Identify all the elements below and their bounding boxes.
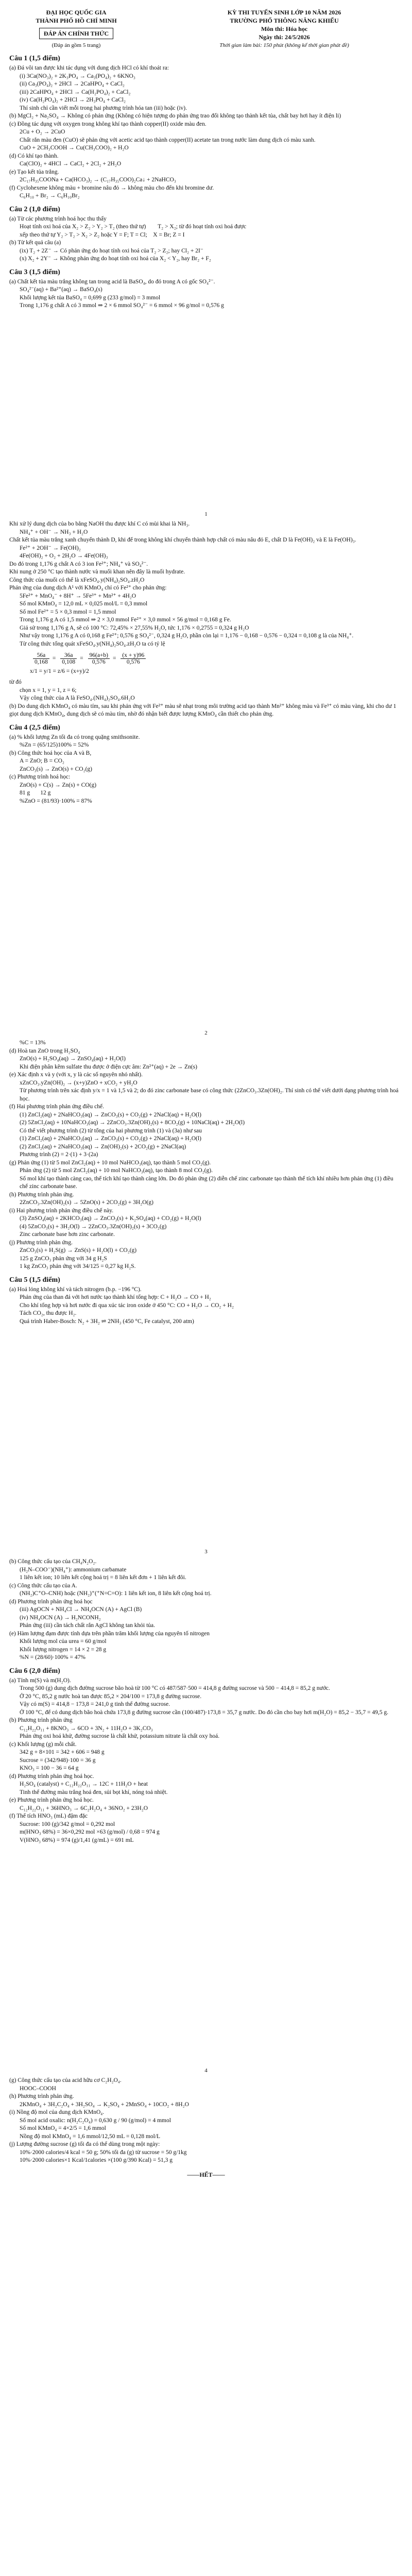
answer-line: Tách CO₂, thu được H₂.	[20, 1310, 77, 1316]
answer-line: (1) ZnCl₂(aq) + 2NaHCO₃(aq) → ZnCO₃(s) + CO₂(g) + 2NaCl(aq) + H₂O(l)	[20, 1111, 201, 1118]
page-3	[0, 1039, 412, 1558]
answer-line: Chất rắn màu đen (CuO) sẽ phản ứng với acetic acid tạo thành copper(II) acetate tan trong nước làm dung dịch có màu xanh.	[20, 137, 316, 143]
answer-line: (d) Có khí tạo thành.	[9, 152, 59, 159]
answer-line: Số mol acid oxalic: n(H₂C₂O₄) = 0,630 g / 90 (g/mol) = 4 mmol	[20, 2117, 171, 2124]
answer-line: ZnO(s) + H₂SO₄(aq) → ZnSO₄(aq) + H₂O(l)	[20, 1056, 126, 1062]
answer-line: 4Fe(OH)₂ + O₂ + 2H₂O → 4Fe(OH)₃	[20, 553, 108, 559]
answer-line: (4) 5ZnCO₃(s) + 3H₂O(l) → 2ZnCO₃.3Zn(OH)₂(s) + 3CO₂(g)	[20, 1223, 167, 1230]
page-count-note: (Đáp án gồm 5 trang)	[52, 42, 101, 48]
answer-line: (j) Phương trình phản ứng.	[9, 1239, 73, 1246]
exam-header	[9, 0, 403, 49]
answer-line: (NH₂)C⁺O–CNH) hoặc (NH₂)⁺(⁺N=C=O): 1 liên kết ion, 8 liên kết cộng hoá trị.	[20, 1590, 212, 1597]
answer-line: CuO + 2CH₃COOH → Cu(CH₃COO)₂ + H₂O	[20, 145, 129, 151]
answer-line: Khi điện phân kẽm sulfate thu được ở điện cực âm: Zn²⁺(aq) + 2e → Zn(s)	[20, 1063, 197, 1070]
answer-line: (c) Phương trình hoá học:	[9, 774, 71, 780]
answer-line: (f) Cyclohexene không màu + bromine nâu đỏ → không màu cho đến khi bromine dư.	[9, 184, 214, 191]
answer-line: (b) Công thức cấu tạo của CH₄N₂O₂.	[9, 1558, 97, 1565]
answer-line: 2Cu + O₂ → 2CuO	[20, 129, 65, 135]
answer-line: Quá trình Haber-Bosch: N₂ + 3H₂ ⇌ 2NH₃ (450 °C, Fe catalyst, 200 atm)	[20, 1318, 194, 1325]
answer-line: (c) Đồng tác dụng với oxygen trong không khí tạo thành copper(II) oxide màu đen.	[9, 121, 207, 127]
answer-line: Từ phương trình trên xác định y/x = 1 và 1,5 và 2; do đó zinc carbonate base có công thức (2ZnCO₃.3Zn(OH)₂. Thí sinh có thể viết dưới dạng phương trình hoá học.	[20, 1088, 400, 1102]
answer-line: (d) Phương trình phản ứng hoá học.	[9, 1773, 94, 1780]
answer-line: (e) Hàm lượng đạm được tính dựa trên phần trăm khối lượng của nguyên tố nitrogen	[9, 1630, 210, 1637]
answer-line: (a) Tính m(S) và m(H₂O).	[9, 1677, 71, 1684]
answer-line: (b) Do dung dịch KMnO₄ có màu tím, sau khi phản ứng với Fe²⁺ màu sẽ nhạt trong môi trường acid tạo thành Mn²⁺ không màu và Fe³⁺ có màu vàng, khi cho dư 1 giọt dung dịch KMnO₄, dung dịch sẽ có màu tím, nhờ đó nhận biết được lượng KMnO₄ cần thiết cho phản ứng.	[9, 703, 398, 717]
answer-line: Chất kết tủa màu trắng xanh chuyển thành D, khi để trong không khí chuyển thành hợp chất có màu nâu đỏ E, chất D là Fe(OH)₂ và E là Fe(OH)₃.	[9, 537, 356, 543]
answer-line: Khối lượng kết tủa BaSO₄ = 0,699 g (233 g/mol) = 3 mmol	[20, 294, 161, 301]
answer-line: Zinc carbonate base hơn zinc carbonate.	[20, 1231, 115, 1238]
answer-line: Phản ứng của than đá với hơi nước tạo thành khí tổng hợp: C + H₂O → CO + H₂	[20, 1294, 211, 1300]
answer-line: (i) 3Ca(NO₃)₂ + 2K₃PO₄ → Ca₃(PO₄)₂ + 6KNO₃	[20, 73, 135, 79]
school-name: TRƯỜNG PHỔ THÔNG NĂNG KHIẾU	[230, 17, 339, 24]
answer-line: (b) MgCl₂ + Na₂SO₄ → Không có phản ứng (Không có hiện tượng do phản ứng trao đổi không tạo thành kết tủa, chất bay hơi hay ít điện li)	[9, 113, 341, 119]
answer-line: (b) Từ kết quả câu (a)	[9, 240, 61, 246]
answer-line: Khối lượng mol của urea = 60 g/mol	[20, 1638, 107, 1645]
answer-line: Cho khí tổng hợp và hơi nước đi qua xúc tác iron oxide ở 450 °C: CO + H₂O → CO₂ + H₂	[20, 1302, 234, 1309]
answer-line: Nồng độ mol KMnO₄ = 1,6 mmol/12,50 mL = 0,128 mol/L	[20, 2133, 161, 2140]
answer-line: (1) ZnCl₂(aq) + 2NaHCO₃(aq) → ZnCO₃(s) + CO₂(g) + 2NaCl(aq) + H₂O(l)	[20, 1136, 201, 1142]
answer-line: A = ZnO; B = CO₂	[20, 758, 64, 764]
answer-line: (c) Công thức cấu tạo của A.	[9, 1582, 77, 1589]
answer-line: 2KMnO₄ + 3H₂C₂O₄ + 3H₂SO₄ → K₂SO₄ + 2MnSO₄ + 10CO₂ + 8H₂O	[20, 2101, 189, 2108]
ratio-formula: $\frac{56a}{0,168}$ = $\frac{36a}{0,108}$ = $\frac{96(a+b)}{0,576}$ = $\frac{(x + y)96}{0,576}$ x/1 = y/1 = z/6 = (x+y)/2	[30, 652, 403, 674]
answer-line: Fe²⁺ + 2OH⁻ → Fe(OH)₂	[20, 545, 81, 551]
answer-line: m(HNO₃ 68%) = 36×0,292 mol ×63 (g/mol) / 0,68 = 974 g	[20, 1829, 160, 1835]
answer-line: 1 liên kết ion; 10 liên kết cộng hoá trị = 8 liên kết đơn + 1 liên kết đôi.	[20, 1574, 186, 1581]
answer-line: (i) Hai phương trình phản ứng điều chế này.	[9, 1207, 114, 1214]
answer-line: ZnO(s) + C(s) → Zn(s) + CO(g)	[20, 782, 97, 788]
answer-line: Phản ứng oxi hoá khử, đường sucrose là chất khử, potassium nitrate là chất oxy hoá.	[20, 1733, 220, 1739]
answer-line: (ix) T₂ + 2Z⁻ → Có phản ứng do hoạt tính oxi hoá của T₂ > Z₂; hay Cl₂ + 2I⁻	[20, 247, 203, 254]
answer-line: (a) Từ các phương trình hoá học thu thấy	[9, 215, 107, 222]
page-5	[0, 2077, 412, 2576]
answer-line: Ở 20 °C, 85,2 g nước hoà tan được 85,2 × 204/100 = 173,8 g đường sucrose.	[20, 1693, 202, 1700]
answer-line: %N = (28/60)·100% = 47%	[20, 1654, 85, 1660]
answer-line: Phản ứng (iii) cần tách chất rắn AgCl không tan khỏi tủa.	[20, 1622, 156, 1629]
answer-line: Hoạt tính oxi hoá của X₂ > Z₂ > Y₂ > T₂ (theo thứ tự) T₂ > X₂; từ đó hoạt tính oxi hoá được	[20, 224, 247, 230]
answer-line: C₁₂H₂₂O₁₁ + 8KNO₃ → 6CO + 3N₂ + 11H₂O + 3K₂CO₃	[20, 1725, 153, 1732]
question-heading: Câu 4 (2,5 điểm)	[9, 723, 60, 732]
question-heading: Câu 6 (2,0 điểm)	[9, 1667, 60, 1675]
answer-line: chọn x = 1, y = 1, z = 6;	[20, 687, 77, 693]
answer-line: C₁₂H₂₂O₁₁ + 36HNO₃ → 6C₂H₂O₄ + 36NO₂ + 23H₂O	[20, 1805, 148, 1811]
answer-line: Sucrose = (342/948)·100 = 36 g	[20, 1757, 96, 1764]
question-heading: Câu 3 (1,5 điểm)	[9, 268, 60, 276]
answer-line: (f) Hai phương trình phản ứng điều chế.	[9, 1104, 104, 1110]
answer-line: Ở 100 °C, để có dung dịch bão hoà chứa 173,8 g đường sucrose cần (100/487)·173,8 = 35,7 g nước. Do đó cần cho bay hơi m(H₂O) = 85,2 − 35,7 = 49,5 g.	[20, 1709, 389, 1716]
page-number: 3	[204, 1549, 208, 1555]
page-content	[9, 1558, 403, 1844]
answer-line: (3) ZnSO₄(aq) + 2KHCO₃(aq) → ZnCO₃(s) + K₂SO₄(aq) + CO₂(g) + H₂O(l)	[20, 1215, 201, 1222]
page-content	[9, 55, 403, 310]
answer-line: (ii) Ca₃(PO₄)₂ + 2HCl → 2CaHPO₄ + CaCl₂	[20, 81, 125, 87]
page-2	[0, 520, 412, 1039]
answer-line: (a) Hoá lỏng không khí và tách nitrogen (b.p. −196 °C).	[9, 1286, 142, 1293]
answer-line: (i) Nồng độ mol của dung dịch KMnO₄.	[9, 2109, 105, 2115]
answer-line: Vậy công thức của A là FeSO₄.(NH₄)₂SO₄.6H₂O	[20, 695, 135, 701]
answer-line: 5Fe²⁺ + MnO₄⁻ + 8H⁺ → 5Fe³⁺ + Mn²⁺ + 4H₂O	[20, 592, 136, 599]
answer-line: (a) % khối lượng Zn tối đa có trong quặng smithsonite.	[9, 734, 140, 740]
answer-line: (b) Phương trình phản ứng	[9, 1717, 73, 1723]
university-name: ĐẠI HỌC QUỐC GIA	[46, 9, 107, 16]
answer-line: xZnCO₃.yZn(OH)₂ → (x+y)ZnO + xCO₂ + yH₂O	[20, 1079, 138, 1086]
answer-line: (f) Thể tích HNO₃ (mL) đậm đặc	[9, 1813, 88, 1819]
answer-line: 10%·2000 calories×1 Kcal/1calories ×(100 g/390 Kcal) = 51,3 g	[20, 2157, 173, 2163]
answer-line: (e) Xác định x và y (với x, y là các số nguyên nhỏ nhất).	[9, 1072, 143, 1078]
answer-line: H₂SO₄ (catalyst) + C₁₂H₂₂O₁₁ → 12C + 11H₂O + heat	[20, 1781, 148, 1787]
answer-line: Trong 500 (g) dung dịch đường sucrose bão hoà từ 100 °C có 487/587·500 = 414,8 g đường sucrose và 500 − 414,8 = 85,2 g nước.	[20, 1685, 330, 1691]
answer-line: HOOC–COOH	[20, 2085, 56, 2092]
page-number: 4	[204, 2067, 208, 2074]
answer-line: (g) Công thức cấu tạo của acid hữu cơ C₂H₂O₄.	[9, 2077, 122, 2083]
page-content	[9, 520, 403, 805]
answer-line: (d) Hoà tan ZnO trong H₂SO₄	[9, 1047, 80, 1054]
answer-line: 342 g + 8×101 = 342 + 606 = 948 g	[20, 1749, 105, 1755]
answer-line: (b) Công thức hoá học của A và B,	[9, 750, 92, 756]
answer-line: (h) Phương trình phản ứng.	[9, 1191, 74, 1198]
answer-line: %ZnO = (81/93)·100% = 87%	[20, 798, 92, 804]
answer-line: (iv) NH₄OCN (A) → H₂NCONH₂	[20, 1614, 101, 1621]
answer-line: (x) X₂ + 2Y⁻ → Không phản ứng do hoạt tính oxi hoá của X₂ < Y₂, hay Br₂ + F₂	[20, 256, 211, 262]
university-city: THÀNH PHỐ HỒ CHÍ MINH	[36, 17, 117, 24]
answer-line: Khi nung ở 250 °C tạo thành nước và muối khan nên đây là muối hydrate.	[9, 569, 185, 575]
answer-line: Giả sử trong 1,176 g A, sẽ có 100 °C: 72,45% × 27,55% H₂O, tức 1,176 × 0,2755 = 0,324 g H₂O	[20, 624, 249, 631]
ratio-result: x/1 = y/1 = z/6 = (x+y)/2	[30, 668, 89, 674]
question-heading: Câu 1 (1,5 điểm)	[9, 55, 60, 62]
answer-line: Trong 1,176 g chất A có 3 mmol ⇒ 2 × 6 mmol SO₄²⁻ = 6 mmol × 96 g/mol = 0,576 g	[20, 302, 224, 309]
answer-line: (iv) Ca(H₂PO₄)₂ + 2HCl → 2H₃PO₄ + CaCl₂	[20, 97, 126, 103]
answer-line: xếp theo thứ tự Y₂ > T₂ > X₂ > Z₂ hoặc Y = F; T = Cl; X = Br; Z = I	[20, 231, 185, 238]
fraction: $\frac{36a}{0,108}$	[60, 652, 77, 665]
answer-line: 81 g 12 g	[20, 790, 51, 796]
answer-line: Trong 1,176 g A có 1,5 mmol ⇒ 2 × 3,0 mmol Fe²⁺ × 3,0 mmol × 56 g/mol = 0,168 g Fe.	[20, 617, 231, 623]
answer-line: Vậy có m(S) = 414,8 − 173,8 = 241,0 g tinh thể đường sucrose.	[20, 1701, 170, 1707]
question-heading: Câu 5 (1,5 điểm)	[9, 1276, 60, 1284]
answer-line: Do đó trong 1,176 g chất A có 3 ion Fe²⁺; NH₄⁺ và SO₄²⁻.	[9, 561, 148, 567]
answer-line: Số mol khí tạo thành càng cao, thể tích khí tạo thành càng lớn. Do đó phản ứng (2) diễn chế zinc carbonate tạo thành thể tích khí nhiều hơn phản ứng (1) điều chế zinc carbonate base.	[20, 1175, 395, 1190]
official-answer-box: ĐÁP ÁN CHÍNH THỨC	[39, 28, 113, 39]
end-marker: ——HẾT——	[187, 2171, 225, 2178]
page-number: 2	[204, 1030, 208, 1036]
answer-line: Khối lượng nitrogen = 14 × 2 = 28 g	[20, 1646, 107, 1653]
answer-line: (g) Phản ứng (1) từ 5 mol ZnCl₂(aq) + 10 mol NaHCO₃(aq), tạo thành 5 mol CO₂(g).	[9, 1159, 211, 1166]
answer-line: (e) Tạo kết tủa trắng.	[9, 168, 59, 175]
answer-line: (2) ZnCl₂(aq) + 2NaHCO₃(aq) → Zn(OH)₂(s) + 2CO₂(g) + 2NaCl(aq)	[20, 1143, 186, 1150]
answer-line: Phương trình (2) = 2·(1) + 3·(2a)	[20, 1151, 98, 1158]
answer-line: 10%·2000 calories/4 kcal = 50 g; 50% tối đa (g) từ sucrose = 50 g/1kg	[20, 2149, 187, 2156]
answer-line: (iii) 2CaHPO₄ + 2HCl → Ca(H₂PO₄)₂ + CaCl₂	[20, 89, 131, 95]
answer-line: 125 g ZnCO₃ phản ứng với 34 g H₂S	[20, 1255, 107, 1262]
subject: Môn thi: Hóa học	[261, 25, 308, 32]
answer-line: (h) Phương trình phản ứng.	[9, 2093, 74, 2099]
answer-line: (d) Phương trình phản ứng hoá học	[9, 1598, 93, 1605]
answer-line: Công thức của muối có thể là xFeSO₄.y(NH₄)₂SO₄.zH₂O	[9, 577, 145, 583]
answer-line: V(HNO₃ 68%) = 974 (g)/1,41 (g/mL) = 691 mL	[20, 1837, 134, 1843]
answer-line: Số mol KMnO₄ = 4×2/5 = 1,6 mmol	[20, 2125, 106, 2131]
answer-line: KNO₃ = 100 − 36 = 64 g	[20, 1765, 79, 1771]
answer-line: ZnCO₃(s) → ZnO(s) + CO₂(g)	[20, 766, 92, 772]
answer-line: Thí sinh chỉ cần viết mỗi trong hai phương trình hóa tan (iii) hoặc (iv).	[20, 105, 187, 111]
page-1	[0, 0, 412, 520]
answer-line: %C = 13%	[20, 1040, 46, 1046]
question-heading: Câu 2 (1,0 điểm)	[9, 205, 60, 213]
answer-line: Sucrose: 100 (g)/342 g/mol = 0,292 mol	[20, 1821, 115, 1827]
answer-line: (a) Chất kết tủa màu trắng không tan trong acid là BaSO₄, do đó trong A có gốc SO₄²⁻.	[9, 278, 215, 285]
page-number: 1	[204, 511, 208, 517]
answer-line: Khi xử lý dung dịch của bo bằng NaOH thu được khí C có mùi khai là NH₃.	[9, 521, 190, 527]
answer-line: Như vậy trong 1,176 g A có 0,168 g Fe²⁺; 0,576 g SO₄²⁻, 0,324 g H₂O, phần còn lại = 1,176 − 0,168 − 0,576 − 0,324 = 0,108 g là của NH₄⁺.	[20, 633, 354, 639]
answer-line: (c) Khối lượng (g) mỗi chất.	[9, 1741, 77, 1748]
exam-title: KỲ THI TUYỂN SINH LỚP 10 NĂM 2026	[227, 9, 341, 16]
answer-line: (2) 5ZnCl₂(aq) + 10NaHCO₃(aq) → 2ZnCO₃.3Zn(OH)₂(s) + 8CO₂(g) + 10NaCl(aq) + 2H₂O(l)	[20, 1120, 245, 1126]
answer-line: (e) Phương trình phản ứng hoá học.	[9, 1797, 94, 1803]
answer-line: (j) Lượng đường sucrose (g) tối đa có thể dùng trong một ngày:	[9, 2141, 160, 2147]
answer-line: Số mol Fe²⁺ = 5 × 0,3 mmol = 1,5 mmol	[20, 608, 116, 615]
answer-line: Tinh thể đường màu trắng hoá đen, sủi bọt khí, nóng toả nhiệt.	[20, 1789, 168, 1795]
answer-line: NH₄⁺ + OH⁻ → NH₃ + H₂O	[20, 529, 88, 535]
answer-line: %Zn = (65/125)100% = 52%	[20, 742, 89, 748]
answer-line: từ đó	[9, 679, 22, 685]
page-content	[9, 1039, 403, 1326]
answer-line: Số mol KMnO₄ = 12,0 mL × 0,025 mol/L = 0,3 mmol	[20, 601, 148, 607]
header-right	[166, 8, 403, 49]
fraction: $\frac{96(a+b)}{0,576}$	[88, 652, 110, 665]
page-content	[9, 2077, 403, 2165]
page-4	[0, 1558, 412, 2077]
fraction: $\frac{(x + y)96}{0,576}$	[121, 652, 146, 665]
answer-line: (iii) AgOCN + NH₄Cl → NH₄OCN (A) + AgCl (B)	[20, 1606, 142, 1613]
answer-line: 1 kg ZnCO₃ phản ứng với 34/125 = 0,27 kg H₂S.	[20, 1263, 136, 1269]
time-limit: Thời gian làm bài: 150 phút (không kể thời gian phát đề)	[219, 42, 349, 48]
answer-line: C₆H₁₀ + Br₂ → C₆H₁₀Br₂	[20, 193, 80, 199]
answer-line: Phản ứng của dung dịch A¹ với KMnO₄ chỉ có Fe²⁺ cho phản ứng:	[9, 585, 167, 591]
answer-line: (H₂N–COO⁻)(NH₄⁺): ammonium carbamate	[20, 1566, 127, 1573]
answer-line: SO₄²⁻(aq) + Ba²⁺(aq) → BaSO₄(s)	[20, 286, 102, 293]
answer-line: ZnCO₃(s) + H₂S(g) → ZnS(s) + H₂O(l) + CO₂(g)	[20, 1247, 137, 1253]
answer-line: Ca(ClO)₂ + 4HCl → CaCl₂ + 2Cl₂ + 2H₂O	[20, 161, 122, 167]
answer-line: (a) Đá vôi tan được khi tác dụng với dung dịch HCl có khí thoát ra:	[9, 65, 169, 71]
header-left	[9, 8, 143, 49]
answer-line: 2C₁₇H₃₅COONa + Ca(HCO₃)₂ → (C₁₇H₃₅COO)₂Ca↓ + 2NaHCO₃	[20, 177, 176, 183]
answer-line: 2ZnCO₃.3Zn(OH)₂(s) → 5ZnO(s) + 2CO₂(g) + 3H₂O(g)	[20, 1199, 153, 1206]
answer-line: Có thể viết phương trình (2) từ tổng của hai phương trình (1) và (3a) như sau	[20, 1127, 202, 1134]
answer-line: Phản ứng (2) từ 5 mol ZnCl₂(aq) + 10 mol NaHCO₃(aq), tạo thành 8 mol CO₂(g).	[20, 1167, 213, 1174]
fraction: $\frac{56a}{0,168}$	[33, 652, 49, 665]
answer-line: Từ công thức tổng quát xFeSO₄.y(NH₄)₂SO₄.zH₂O ta có tỷ lệ	[20, 640, 165, 647]
exam-date: Ngày thi: 24/5/2026	[259, 33, 310, 41]
